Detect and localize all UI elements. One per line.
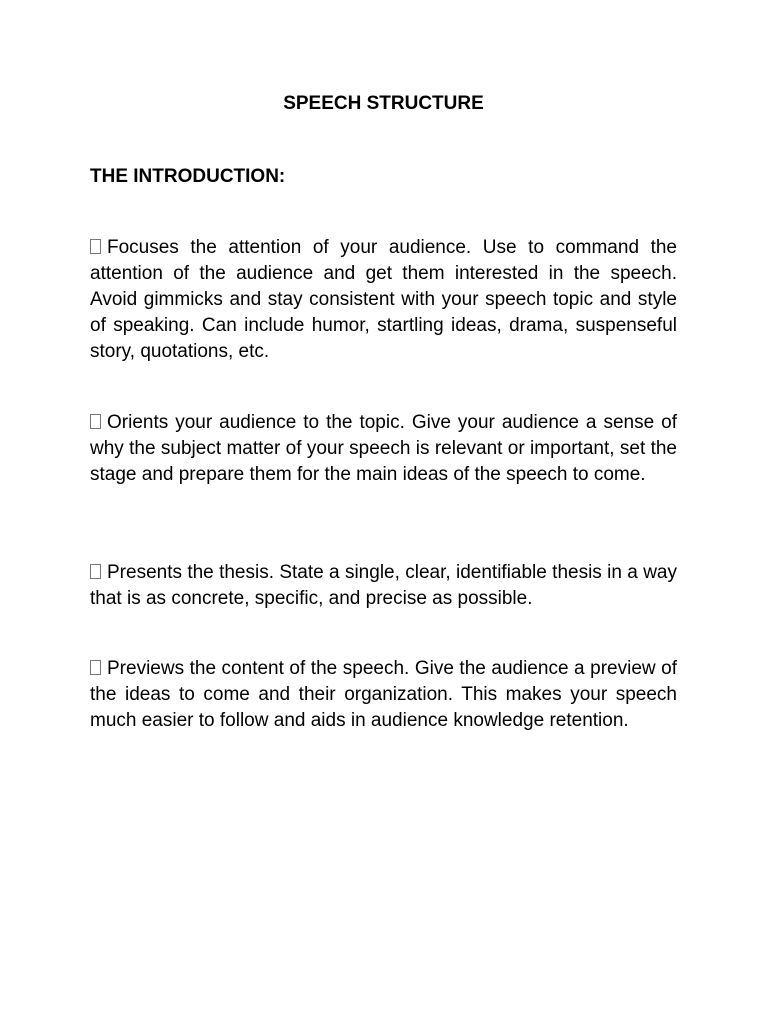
section-heading: THE INTRODUCTION:	[90, 166, 286, 187]
paragraph-attention	[90, 235, 677, 365]
paragraph-text: Orients your audience to the topic. Give your audience a sense of why the subject matter of your speech is relevant or important, set the stage and prepare them for the main ideas of the speech to come.	[90, 412, 677, 485]
square-bullet-icon	[90, 660, 101, 675]
paragraph-preview	[90, 656, 677, 734]
paragraph-text: Previews the content of the speech. Give the audience a preview of the ideas to come and their organization. This makes your speech much easier to follow and aids in audience knowledge retention.	[90, 658, 677, 731]
paragraph-text: Presents the thesis. State a single, clear, identifiable thesis in a way that is as concrete, specific, and precise as possible.	[90, 562, 677, 609]
square-bullet-icon	[90, 414, 101, 429]
paragraph-thesis	[90, 560, 677, 612]
document-title: SPEECH STRUCTURE	[283, 93, 484, 114]
paragraph-text: Focuses the attention of your audience. Use to command the attention of the audience and get them interested in the speech. Avoid gimmicks and stay consistent with your speech topic and style of speaking. Can include humor, startling ideas, drama, suspenseful story, quotations, etc.	[90, 237, 677, 362]
square-bullet-icon	[90, 564, 101, 579]
square-bullet-icon	[90, 239, 101, 254]
paragraph-orients	[90, 410, 677, 488]
